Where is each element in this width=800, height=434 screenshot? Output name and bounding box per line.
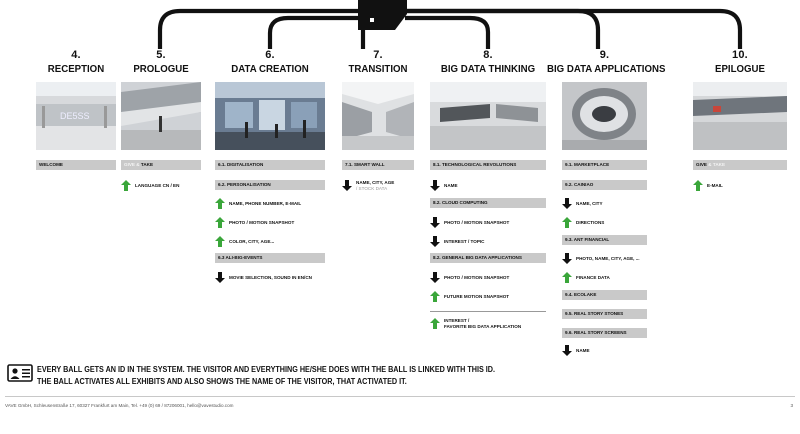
up-arrow-icon (215, 198, 225, 209)
down-arrow-icon (430, 217, 440, 228)
transition-photo (342, 82, 414, 150)
give-label: GIVE (696, 162, 707, 167)
down-arrow-icon (562, 198, 572, 209)
connector-data-creation (270, 18, 360, 49)
data-creation-photo (215, 82, 325, 150)
svg-text:DE5SS: DE5SS (60, 111, 90, 121)
amp: & (706, 162, 713, 167)
down-arrow-icon (430, 180, 440, 191)
epilogue-photo (693, 82, 787, 150)
up-arrow-icon (562, 272, 572, 283)
id-card-icon (7, 364, 33, 382)
up-arrow-icon (693, 180, 703, 191)
up-arrow-icon (215, 236, 225, 247)
prologue-bar (121, 160, 201, 170)
station-title: RECEPTION (47, 63, 105, 75)
reception-photo (36, 82, 116, 150)
up-arrow-icon (430, 318, 440, 329)
dc-bar-personalisation: 6.2. PERSONALISATION (215, 180, 325, 190)
flow-connector-lines (0, 0, 800, 50)
down-arrow-icon (215, 272, 225, 283)
station-title: PROLOGUE (133, 63, 189, 75)
dc-bar-ali-big-events: 6.3 ALI-BIG-EVENTS (215, 253, 325, 263)
reception-bar: WELCOME (36, 160, 116, 170)
ball-id-note (37, 363, 495, 387)
bda-bar-story-screens: 9.6. REAL STORY SCREENS (562, 328, 647, 338)
station-title: BIG DATA APPLICATIONS (547, 63, 666, 75)
station-number: 6. (265, 49, 275, 61)
give-label: GIVE (124, 162, 135, 167)
note-line-1: EVERY BALL GETS AN ID IN THE SYSTEM. THE VISITOR AND EVERYTHING HE/SHE DOES WITH THE BALL IS LINKED WITH THIS ID. (37, 364, 496, 374)
up-arrow-icon (430, 291, 440, 302)
station-title: EPILOGUE (715, 63, 765, 75)
bdt-bar-cloud-computing: 8.2. CLOUD COMPUTING (430, 198, 546, 208)
station-number: 5. (156, 49, 166, 61)
central-device-icon (358, 0, 407, 30)
take-label: TAKE (140, 162, 154, 167)
down-arrow-icon (430, 272, 440, 283)
amp: & (134, 162, 141, 167)
station-number: 9. (599, 49, 610, 61)
take-label: TAKE (712, 162, 726, 167)
down-arrow-icon (342, 180, 352, 191)
up-arrow-icon (121, 180, 131, 191)
up-arrow-icon (562, 217, 572, 228)
note-line-2: THE BALL ACTIVATES ALL EXHIBITS AND ALSO SHOWS THE NAME OF THE VISITOR, THAT ACTIVATED IT. (37, 376, 407, 386)
station-title: TRANSITION (348, 63, 408, 75)
footer-divider (5, 396, 795, 397)
bda-bar-ant-financial: 9.3. ANT FINANCIAL (562, 235, 647, 245)
prologue-photo (121, 82, 201, 150)
bda-bar-marketplace: 9.1. MARKETPLACE (562, 160, 647, 170)
station-number: 10. (732, 49, 748, 61)
station-number: 8. (483, 49, 493, 61)
bda-bar-ecolake: 9.4. ECOLAKE (562, 290, 647, 300)
bda-bar-story-stones: 9.5. REAL STORY STONES (562, 309, 647, 319)
bdt-bar-general-applications: 8.2. GENERAL BIG DATA APPLICATIONS (430, 253, 546, 263)
station-title: BIG DATA THINKING (440, 63, 536, 75)
bdt-separator (430, 311, 546, 312)
epilogue-bar (693, 160, 787, 170)
station-number: 7. (373, 49, 383, 61)
big-data-thinking-photo (430, 82, 546, 150)
station-number: 4. (71, 49, 81, 61)
footer-address: VAVE GmbH, Schleusenstraße 17, 60327 Frankfurt am Main, Tel. +49 (0) 69 / 87206001, hello@vavestudio.com (5, 403, 234, 408)
page-number: 3 (790, 403, 793, 408)
connector-big-data-thinking (405, 18, 488, 49)
up-arrow-icon (215, 217, 225, 228)
bda-bar-cainiao: 9.2. CAINIAO (562, 180, 647, 190)
dc-bar-digitalisation: 6.1. DIGITALISATION (215, 160, 325, 170)
big-data-applications-photo (562, 82, 647, 150)
station-title: DATA CREATION (231, 63, 309, 75)
bdt-bar-tech-revolutions: 8.1. TECHNOLOGICAL REVOLUTIONS (430, 160, 546, 170)
down-arrow-icon (430, 236, 440, 247)
down-arrow-icon (562, 345, 572, 356)
transition-bar-smart-wall: 7.1. SMART WALL (342, 160, 414, 170)
down-arrow-icon (562, 253, 572, 264)
